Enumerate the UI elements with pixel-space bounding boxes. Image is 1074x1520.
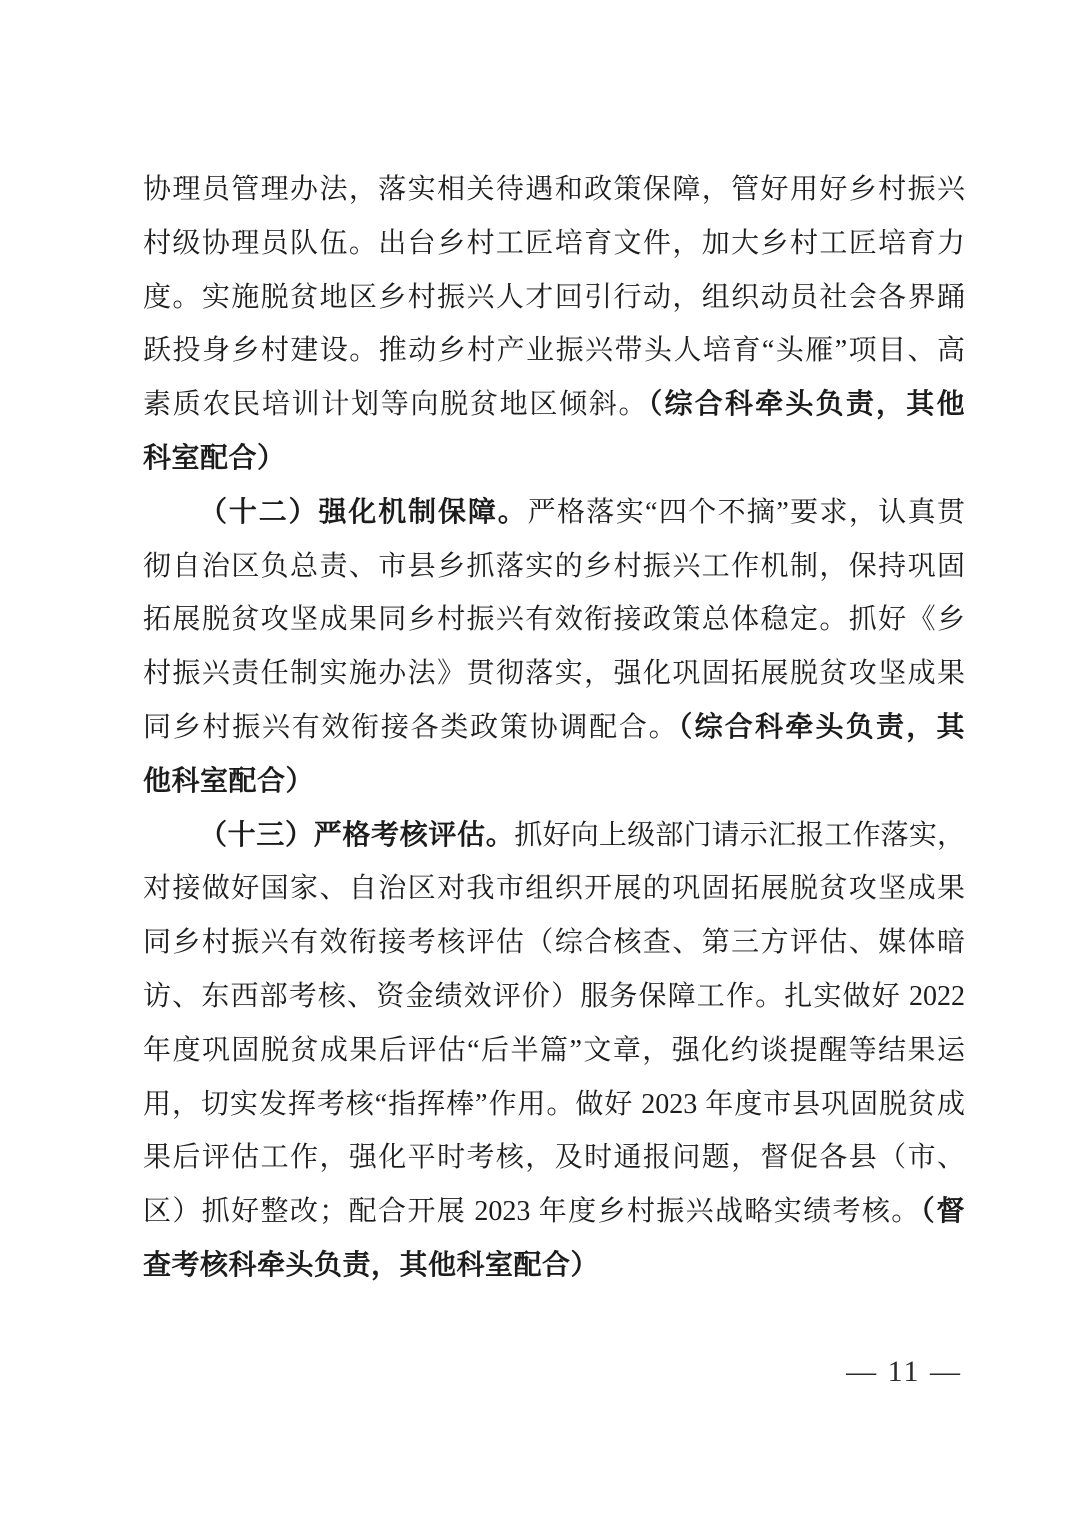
emphasis-run: 他科室配合） [143, 765, 315, 797]
page-number: — 11 — [846, 1355, 962, 1388]
text-line [143, 701, 965, 755]
text-line [143, 217, 965, 271]
text-run: 用，切实发挥考核“指挥棒”作用。做好 2023 年度市县巩固脱贫成 [143, 1088, 965, 1120]
emphasis-run: （十二）强化机制保障。 [199, 496, 528, 528]
document-body [143, 163, 965, 1293]
text-run: 同乡村振兴有效衔接各类政策协调配合。 [143, 711, 679, 743]
text-run: 跃投身乡村建设。推动乡村产业振兴带头人培育“头雁”项目、高 [143, 335, 965, 367]
text-run: 对接做好国家、自治区对我市组织开展的巩固拓展脱贫攻坚成果 [143, 873, 965, 905]
text-line [143, 1131, 965, 1185]
text-line [143, 271, 965, 325]
text-line [143, 647, 965, 701]
text-line [143, 916, 965, 970]
text-line [143, 324, 965, 378]
emphasis-run: （十三）严格考核评估。 [199, 819, 515, 851]
text-run: 严格落实“四个不摘”要求，认真贯 [527, 496, 965, 528]
text-line [143, 755, 965, 809]
emphasis-run: （综合科牵头负责，其他 [648, 389, 965, 421]
text-line [143, 432, 965, 486]
text-line [143, 970, 965, 1024]
text-run: 协理员管理办法，落实相关待遇和政策保障，管好用好乡村振兴 [143, 174, 965, 205]
text-run: 村振兴责任制实施办法》贯彻落实，强化巩固拓展脱贫攻坚成果 [143, 658, 965, 690]
text-line [143, 163, 965, 217]
text-line [143, 540, 965, 594]
text-run: 区）抓好整改；配合开展 2023 年度乡村振兴战略实绩考核。 [143, 1196, 921, 1228]
text-run: 抓好向上级部门请示汇报工作落实， [514, 819, 965, 851]
emphasis-run: （综合科牵头负责，其 [678, 711, 965, 743]
text-run: 访、东西部考核、资金绩效评价）服务保障工作。扎实做好 2022 [143, 980, 965, 1012]
text-line [143, 1239, 965, 1293]
page-footer [846, 1352, 962, 1392]
emphasis-run: （督 [920, 1196, 965, 1228]
text-line [143, 378, 965, 432]
emphasis-run: 查考核科牵头负责，其他科室配合） [143, 1249, 600, 1281]
text-line [143, 486, 965, 540]
text-run: 度。实施脱贫地区乡村振兴人才回引行动，组织动员社会各界踊 [143, 281, 965, 313]
text-run: 素质农民培训计划等向脱贫地区倾斜。 [143, 389, 649, 421]
text-run: 村级协理员队伍。出台乡村工匠培育文件，加大乡村工匠培育力 [143, 227, 965, 259]
emphasis-run: 科室配合） [143, 442, 286, 474]
text-line [143, 1185, 965, 1239]
text-run: 拓展脱贫攻坚成果同乡村振兴有效衔接政策总体稳定。抓好《乡 [143, 604, 965, 636]
text-run: 同乡村振兴有效衔接考核评估（综合核查、第三方评估、媒体暗 [143, 927, 965, 959]
text-run: 果后评估工作，强化平时考核，及时通报问题，督促各县（市、 [143, 1142, 965, 1174]
text-line [143, 809, 965, 863]
text-run: 彻自治区负总责、市县乡抓落实的乡村振兴工作机制，保持巩固 [143, 550, 965, 582]
text-line [143, 1024, 965, 1078]
text-line [143, 1078, 965, 1132]
text-line [143, 593, 965, 647]
text-line [143, 862, 965, 916]
text-run: 年度巩固脱贫成果后评估“后半篇”文章，强化约谈提醒等结果运 [143, 1034, 965, 1066]
